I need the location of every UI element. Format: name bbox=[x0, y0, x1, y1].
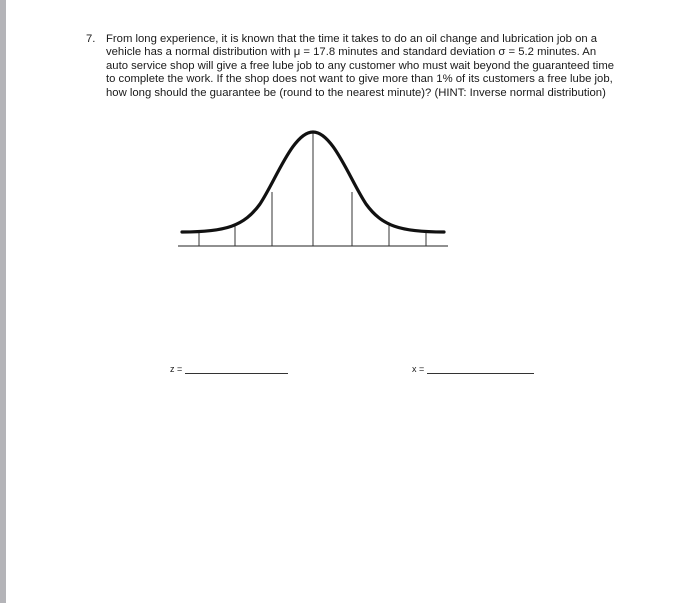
z-label: z = bbox=[170, 364, 183, 374]
question-text: From long experience, it is known that the time it takes to do an oil change and lubrication job on a vehicle has a normal distribution with μ = 17.8 minutes and standard deviation σ = 5.2 minutes. An auto service shop will give a free lube job to any customer who must wait beyond the guaranteed time to complete the work. If the shop does not want to give more than 1% of its customers a free lube job, how long should the guarantee be (round to the nearest minute)? (HINT: Inverse normal distribution) bbox=[106, 33, 615, 99]
normal-curve-diagram bbox=[176, 128, 450, 250]
question-block bbox=[86, 33, 616, 100]
question-number: 7. bbox=[86, 33, 96, 45]
x-answer-blank[interactable] bbox=[427, 364, 534, 374]
z-answer-blank[interactable] bbox=[185, 364, 288, 374]
left-edge-bar bbox=[0, 0, 6, 603]
z-answer bbox=[170, 364, 288, 374]
x-label: x = bbox=[412, 364, 425, 374]
x-answer bbox=[412, 364, 534, 374]
